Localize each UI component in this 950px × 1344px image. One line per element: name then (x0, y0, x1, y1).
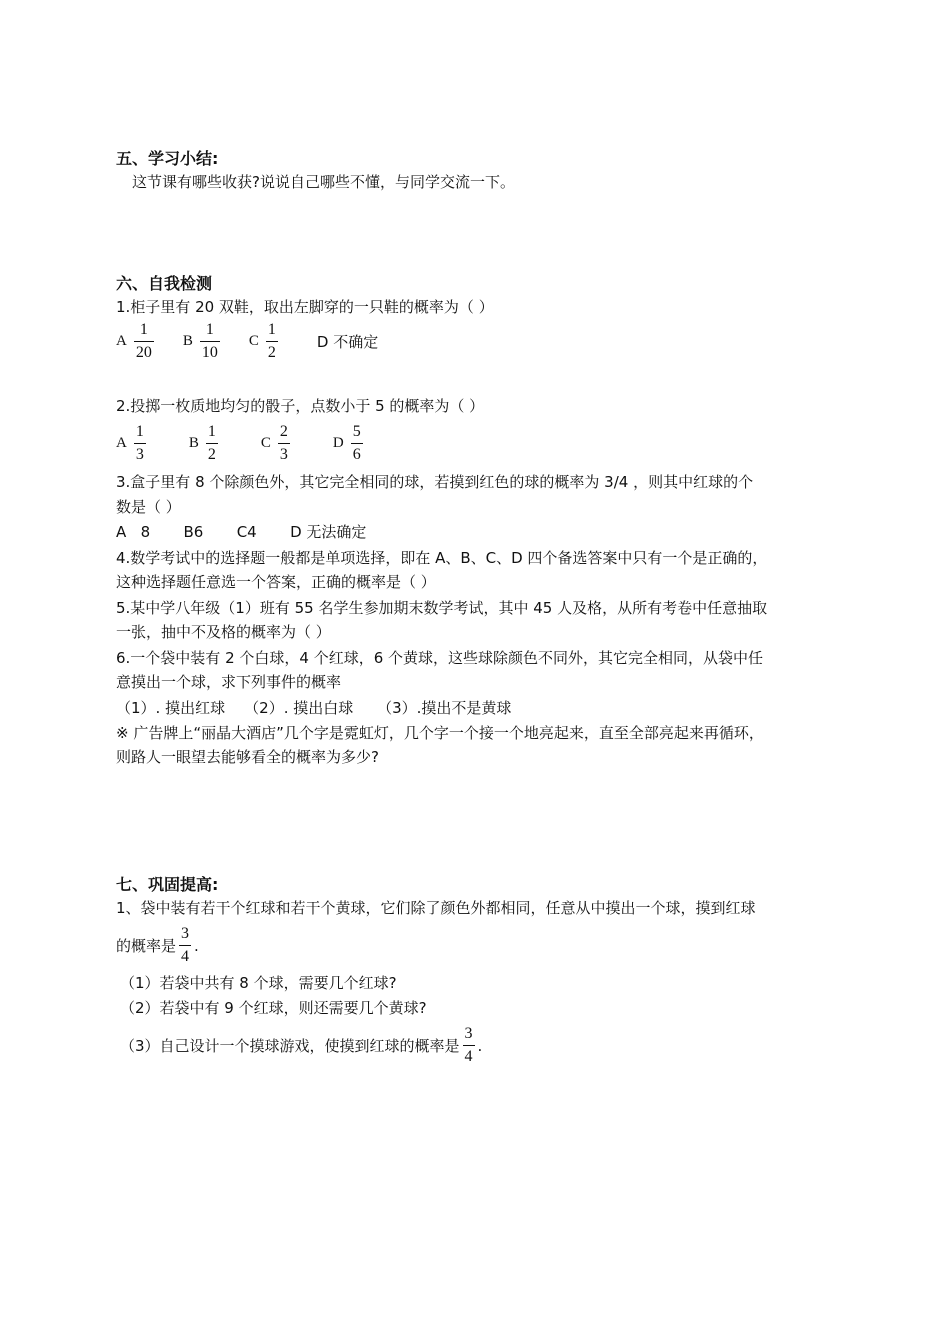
fraction (134, 422, 146, 465)
numerator: 3 (464, 1025, 473, 1042)
q2-options (116, 422, 392, 465)
fraction (179, 924, 191, 967)
option-label: A (116, 333, 127, 349)
fraction (266, 320, 278, 363)
q2-option-a (116, 422, 149, 465)
q6-line1: 6.一个袋中装有 2 个白球，4 个红球，6 个黄球，这些球除颜色不同外，其它完全相同，从袋中任 (116, 649, 764, 667)
s7-sub2: （2）若袋中有 9 个红球，则还需要几个黄球? (120, 999, 427, 1017)
s7-q1-line2-prefix: 的概率是 (116, 936, 177, 955)
s7-sub3 (120, 1024, 482, 1067)
q2-option-d (333, 422, 366, 465)
s7-sub3-prefix: （3）自己设计一个摸球游戏，使摸到红球的概率是 (120, 1036, 460, 1055)
extra-line2: 则路人一眼望去能够看全的概率为多少? (116, 748, 379, 766)
numerator: 1 (267, 321, 276, 338)
q2-option-b (189, 422, 221, 465)
q6-line2: 意摸出一个球，求下列事件的概率 (116, 673, 342, 691)
denominator: 2 (206, 443, 218, 465)
q2-text: 2.投掷一枚质地均匀的骰子，点数小于 5 的概率为（ ） (116, 397, 485, 415)
denominator: 3 (278, 443, 290, 465)
s7-q1-line1: 1、袋中装有若干个红球和若干个黄球，它们除了颜色外都相同，任意从中摸出一个球，摸到红球 (116, 899, 756, 917)
section7-heading: 七、巩固提高: (116, 875, 219, 894)
q4-line1: 4.数学考试中的选择题一般都是单项选择，即在 A、B、C、D 四个备选答案中只有一个是正确的， (116, 549, 768, 567)
q4-line2: 这种选择题任意选一个答案，正确的概率是（ ） (116, 573, 436, 591)
q2-option-c (261, 422, 293, 465)
denominator: 4 (463, 1045, 475, 1067)
period: . (194, 936, 199, 955)
extra-line1: ※ 广告牌上“丽晶大酒店”几个字是霓虹灯，几个字一个接一个地亮起来，直至全部亮起来再循环， (116, 724, 764, 742)
q5-line2: 一张，抽中不及格的概率为（ ） (116, 623, 331, 641)
q1-text: 1.柜子里有 20 双鞋，取出左脚穿的一只鞋的概率为（ ） (116, 298, 494, 316)
denominator: 2 (266, 341, 278, 363)
fraction (463, 1024, 475, 1067)
q1-option-c (249, 320, 281, 363)
fraction (200, 320, 220, 363)
q6-line3: （1）. 摸出红球 （2）. 摸出白球 （3）.摸出不是黄球 (116, 699, 512, 717)
numerator: 2 (279, 423, 288, 440)
numerator: 5 (352, 423, 361, 440)
s7-sub1: （1）若袋中共有 8 个球，需要几个红球? (120, 974, 397, 992)
s7-q1-line2 (116, 924, 199, 967)
fraction (206, 422, 218, 465)
fraction (278, 422, 290, 465)
denominator: 4 (179, 945, 191, 967)
section6-heading: 六、自我检测 (116, 274, 213, 293)
denominator: 20 (134, 341, 154, 363)
denominator: 6 (351, 443, 363, 465)
option-label: D (332, 435, 344, 451)
option-label: C (248, 333, 259, 349)
period: . (477, 1036, 483, 1055)
fraction (134, 320, 154, 363)
q1-option-a (116, 320, 157, 363)
q1-options (116, 320, 378, 363)
denominator: 10 (200, 341, 220, 363)
option-label: C (260, 435, 271, 451)
option-label: B (182, 333, 193, 349)
numerator: 1 (207, 423, 216, 440)
q3-line2: 数是（ ） (116, 498, 181, 516)
numerator: 1 (205, 321, 214, 338)
q1-option-d: D 不确定 (316, 332, 379, 351)
section5-text: 这节课有哪些收获?说说自己哪些不懂，与同学交流一下。 (132, 173, 515, 191)
numerator: 1 (135, 423, 144, 440)
q3-options: A 8 B6 C4 D 无法确定 (116, 523, 367, 541)
q3-line1: 3.盒子里有 8 个除颜色外，其它完全相同的球，若摸到红色的球的概率为 3/4 ，则其中红球的个 (116, 473, 754, 491)
section5-heading: 五、学习小结: (116, 149, 219, 168)
numerator: 1 (139, 321, 148, 338)
denominator: 3 (134, 443, 146, 465)
option-label: A (116, 435, 127, 451)
q5-line1: 5.某中学八年级（1）班有 55 名学生参加期末数学考试，其中 45 人及格，从所有考卷中任意抽取 (116, 599, 768, 617)
q1-option-b (183, 320, 223, 363)
fraction (351, 422, 363, 465)
option-label: B (188, 435, 199, 451)
numerator: 3 (181, 925, 190, 942)
